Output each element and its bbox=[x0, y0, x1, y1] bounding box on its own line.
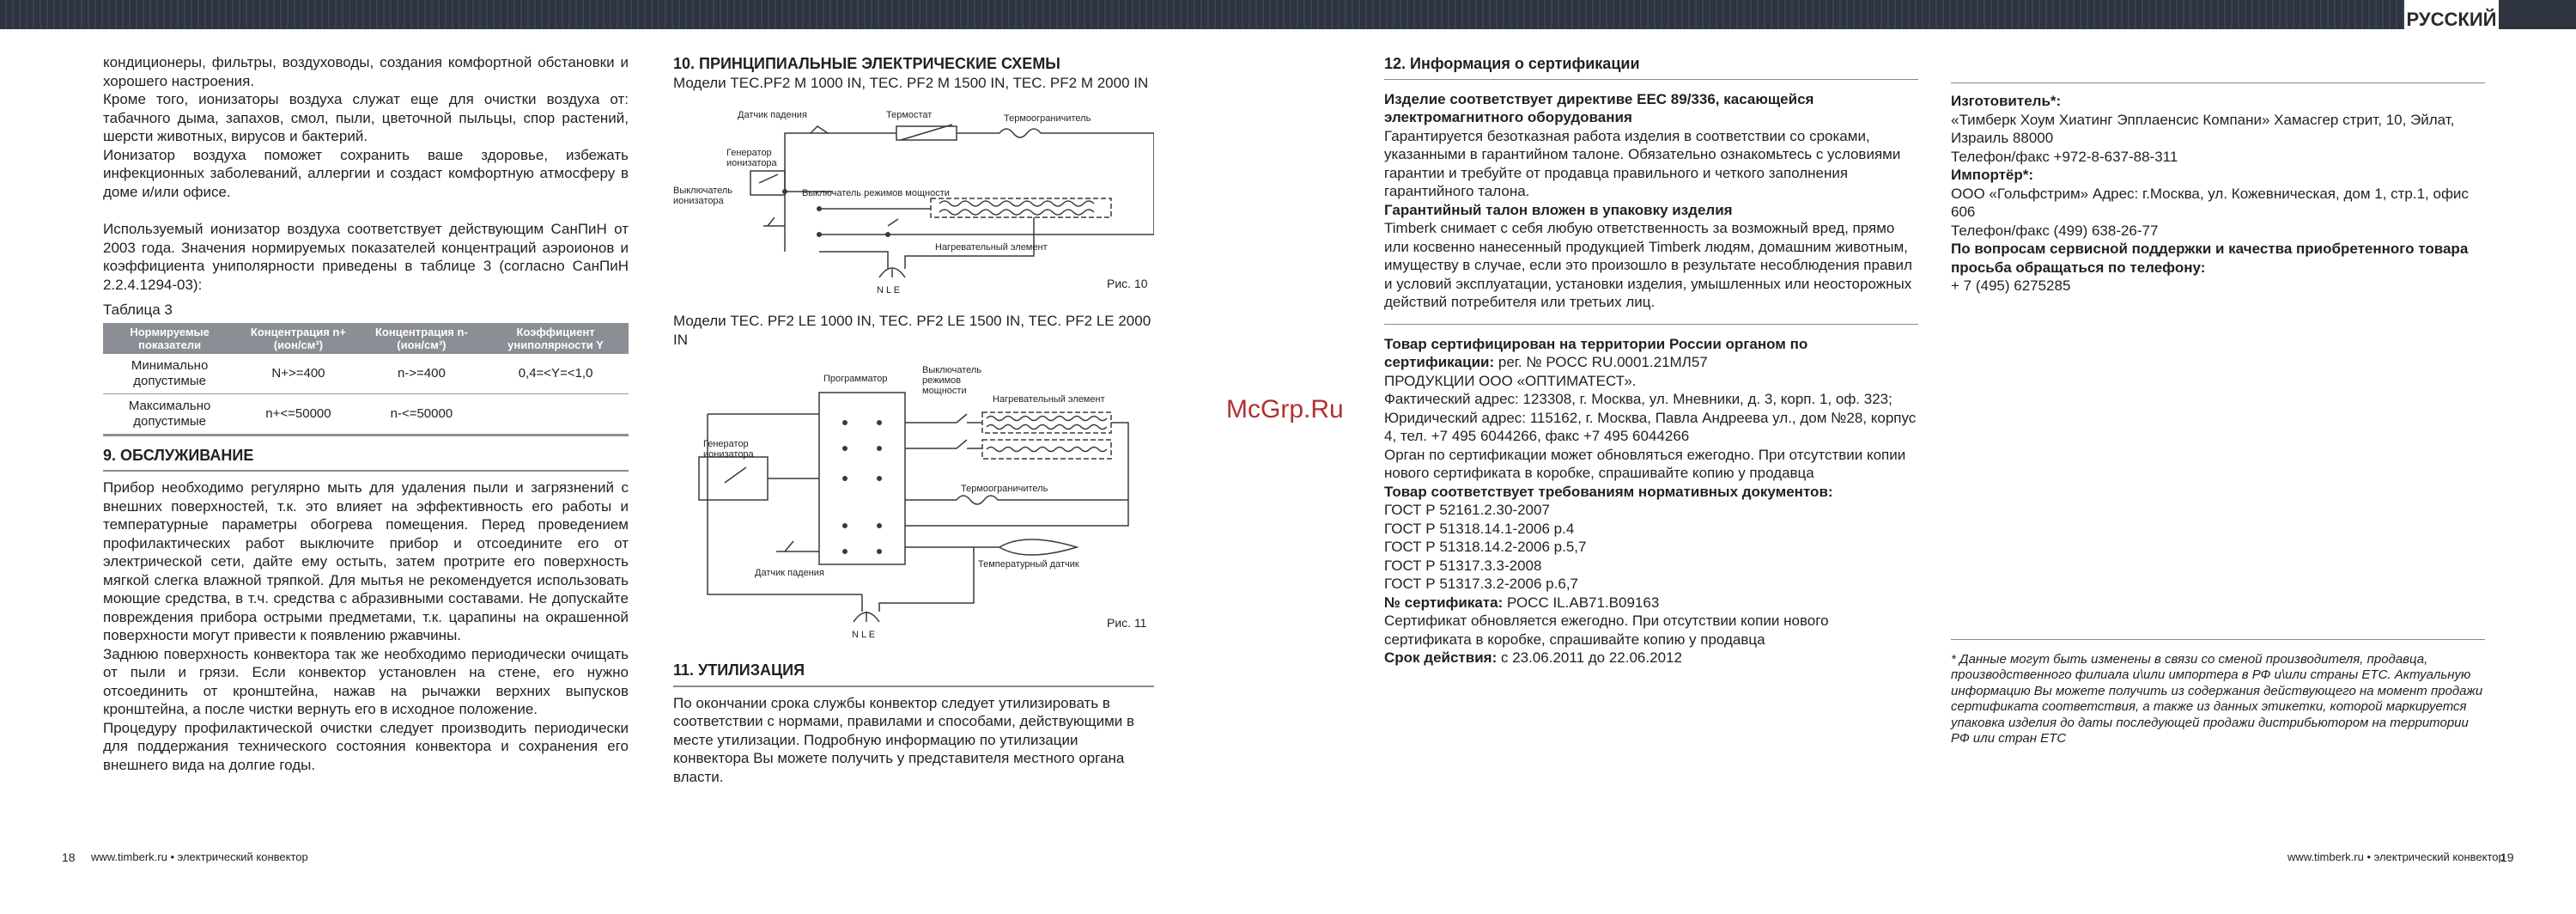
importer-title: Импортёр*: bbox=[1951, 167, 2034, 183]
cert-renew-note: Сертификат обновляется ежегодно. При отсутствии копии нового сертификата в коробке, спрашивайте копию у продавца bbox=[1384, 612, 1829, 648]
certified-block bbox=[1384, 335, 1918, 372]
footer-right-text: www.timberk.ru • электрический конвектор bbox=[2287, 850, 2505, 863]
fig10-thermostat-label: Термостат bbox=[886, 110, 933, 120]
eec-title: Изделие соответствует директиве ЕЕС 89/336, касающейся электромагнитного оборудования bbox=[1384, 90, 1814, 125]
manufacturer-text: «Тимберк Хоум Хиатинг Эпплаенсис Компани» Хамасгер стрит, 10, Эйлат, Израиль 88000 bbox=[1951, 111, 2455, 146]
section-divider bbox=[1384, 324, 1918, 325]
standards-title: Товар соответствует требованиям нормативных документов: bbox=[1384, 483, 1833, 500]
table-row bbox=[103, 393, 629, 435]
left-column bbox=[103, 53, 629, 774]
fig10-heater-label: Нагревательный элемент bbox=[935, 242, 1048, 253]
importer-text: ООО «Гольфстрим» Адрес: г.Москва, ул. Кожевническая, дом 1, стр.1, офис 606 bbox=[1951, 185, 2469, 220]
certified-note: Орган по сертификации может обновляться ежегодно. При отсутствии копии нового сертификата в коробке, спрашивайте копию у продавца bbox=[1384, 446, 1906, 481]
section-divider bbox=[1951, 639, 2485, 640]
procedure-paragraph: Процедуру профилактической очистки следует производить периодически для поддержания технического состояния конвектора и сохранения его внешнего вида на долгие годы. bbox=[103, 719, 629, 773]
language-tab: РУССКИЙ bbox=[2404, 0, 2499, 40]
section-divider bbox=[1384, 79, 1918, 80]
standard-item: ГОСТ Р 51317.3.2-2006 р.6,7 bbox=[1384, 576, 1578, 592]
certificate-number bbox=[1384, 594, 1918, 612]
fig11-nle-label: N L E bbox=[852, 630, 876, 640]
section-12-title: 12. Информация о сертификации bbox=[1384, 55, 1640, 72]
circuit-diagram-fig11 bbox=[673, 354, 1154, 641]
certified-reg: рег. № РОСС RU.0001.21МЛ57 bbox=[1498, 354, 1708, 370]
certification-column bbox=[1384, 53, 1918, 667]
ion-concentration-table bbox=[103, 323, 629, 436]
eec-text: Гарантируется безотказная работа изделия в соответствии со сроками, указанными в гарантийном талоне. Обязательно ознакомьтесь с условиями гарантии и требуйте от продавца правильного и четкого заполнения гарантийного талона. bbox=[1384, 127, 1901, 199]
warranty-title: Гарантийный талон вложен в упаковку изделия bbox=[1384, 201, 1733, 218]
certified-address: Фактический адрес: 123308, г. Москва, ул. Мневники, д. 3, корп. 1, оф. 323; Юридический адрес: 115162, г. Москва, Павла Андреева ул., дом №28, корпус 4, тел. +7 495 6044266, факс +7 495 6044266 bbox=[1384, 391, 1917, 444]
footer-left-text: www.timberk.ru • электрический конвектор bbox=[91, 850, 308, 863]
watermark: McGrp.Ru bbox=[1226, 395, 1344, 423]
fig10-ionizer-switch-label: Выключатель ионизатора bbox=[673, 186, 733, 206]
table-header: Концентрация n+(ион/см³) bbox=[236, 323, 360, 354]
contacts-column bbox=[1951, 53, 2485, 747]
ionizer-cleaning-paragraph: Кроме того, ионизаторы воздуха служат еще для очистки воздуха от: табачного дыма, запахов, смол, пыли, цветочной пыльцы, спор растений, шерсти животных, вирусов и бактерий. bbox=[103, 91, 629, 144]
table-cell: n+<=50000 bbox=[236, 393, 360, 435]
fig10-limiter-label: Термоограничитель bbox=[1004, 113, 1091, 124]
validity bbox=[1384, 649, 1918, 667]
ionizer-health-paragraph: Ионизатор воздуха поможет сохранить ваше здоровье, избежать инфекционных заболеваний, аллергии и создаст комфортную атмосферу в доме и/или офисе. bbox=[103, 146, 629, 200]
fig11-mode-switch-label: Выключатель режимов мощности bbox=[922, 365, 982, 396]
intro-paragraph: кондиционеры, фильтры, воздуховоды, создания комфортной обстановки и хорошего настроения. bbox=[103, 54, 629, 89]
models-line-2: Модели TEC. PF2 LE 1000 IN, TEC. PF2 LE 1500 IN, TEC. PF2 LE 2000 IN bbox=[673, 313, 1151, 348]
table-header: Коэффициент униполярности Y bbox=[483, 323, 629, 354]
fig10-caption: Рис. 10 bbox=[1107, 277, 1148, 290]
manufacturer-phone: Телефон/факс +972-8-637-88-311 bbox=[1951, 148, 2178, 165]
table-cell: 0,4=<Y=<1,0 bbox=[483, 354, 629, 394]
validity-label: Срок действия: bbox=[1384, 649, 1498, 666]
importer-phone: Телефон/факс (499) 638-26-77 bbox=[1951, 222, 2159, 239]
fig11-programmer-label: Программатор bbox=[823, 374, 888, 384]
validity-value: с 23.06.2011 до 22.06.2012 bbox=[1500, 649, 1682, 666]
fig11-generator-label: Генератор ионизатора bbox=[703, 439, 754, 460]
manufacturer-title: Изготовитель*: bbox=[1951, 93, 2062, 109]
fig11-caption: Рис. 11 bbox=[1107, 616, 1147, 630]
page-number-left: 18 bbox=[62, 850, 76, 864]
circuit-diagram-fig10 bbox=[673, 97, 1154, 303]
rear-cleaning-paragraph: Заднюю поверхность конвектора так же необходимо периодически очищать от пыли и грязи. Если конвектор установлен на стене, его нужно отсоединить от кронштейна, нажав на рычажки верхних выпусков кронштейна, а после чистки вернуть его в исходное положение. bbox=[103, 645, 629, 717]
maintenance-paragraph: Прибор необходимо регулярно мыть для удаления пыли и загрязнений с внешних поверхностей, т.к. это влияет на эффективность его работы и температурные параметры обогрева помещения. Перед проведением профилактических работ выключите прибор и отсоедините его от электрической сети, дайте ему остыть, затем протрите его поверхность мягкой слегка влажной тряпкой. Для мытья не рекомендуется использовать моющие средства, в т.ч. средства с абразивными составами. Не допускайте повреждения прибора острыми предметами, т.к. царапины на окрашенной поверхности могут привести к появлению ржавчины. bbox=[103, 479, 629, 643]
table-title: Таблица 3 bbox=[103, 302, 173, 318]
fig10-nle-label: N L E bbox=[877, 285, 901, 296]
cert-no-value: РОСС IL.AB71.B09163 bbox=[1506, 594, 1660, 611]
sanpin-paragraph: Используемый ионизатор воздуха соответствует действующим СанПиН от 2003 года. Значения нормируемых показателей концентраций аэроионов и коэффициента униполярности приведены в таблице 3 (согласно СанПиН 2.2.4.1294-03): bbox=[103, 221, 629, 293]
standard-item: ГОСТ Р 52161.2.30-2007 bbox=[1384, 502, 1550, 518]
section-10-title: 10. ПРИНЦИПИАЛЬНЫЕ ЭЛЕКТРИЧЕСКИЕ СХЕМЫ bbox=[673, 55, 1060, 72]
table-cell: n-<=50000 bbox=[361, 393, 483, 435]
service-phone: + 7 (495) 6275285 bbox=[1951, 277, 2071, 294]
table-cell bbox=[483, 393, 629, 435]
fig11-fall-sensor-label: Датчик падения bbox=[755, 568, 824, 578]
section-11-title: 11. УТИЛИЗАЦИЯ bbox=[673, 661, 805, 679]
table-cell: Максимально допустимые bbox=[103, 393, 236, 435]
fig10-power-switch-label: Выключатель режимов мощности bbox=[802, 188, 950, 198]
section-divider bbox=[103, 470, 629, 472]
fig10-fall-sensor-label: Датчик падения bbox=[738, 110, 807, 120]
table-header: Нормируемые показатели bbox=[103, 323, 236, 354]
table-header-row bbox=[103, 323, 629, 354]
top-stripe-bar bbox=[0, 0, 2576, 29]
footnote: * Данные могут быть изменены в связи со сменой производителя, продавца, производственного филиала и\или импортера в РФ и\или страны ETC. Актуальную информацию Вы можете получить из содержания действующего на момент продажи сертификата соответствия, а также из данных этикетки, которой маркируется упаковка изделия до даты последующей продажи дистрибьютором на территории РФ или стран ETC bbox=[1951, 651, 2483, 746]
models-line-1: Модели TEC.PF2 M 1000 IN, TEC. PF2 M 1500 IN, TEC. PF2 M 2000 IN bbox=[673, 74, 1149, 91]
fig11-temp-sensor-label: Температурный датчик bbox=[978, 559, 1079, 570]
middle-column bbox=[673, 53, 1154, 786]
table-row bbox=[103, 354, 629, 394]
section-divider bbox=[1951, 82, 2485, 83]
standard-item: ГОСТ Р 51318.14.2-2006 р.5,7 bbox=[1384, 539, 1587, 555]
service-title: По вопросам сервисной поддержки и качества приобретенного товара просьба обращаться по телефону: bbox=[1951, 241, 2469, 276]
fig11-limiter-label: Термоограничитель bbox=[961, 484, 1048, 494]
table-cell: Минимально допустимые bbox=[103, 354, 236, 394]
table-cell: N+>=400 bbox=[236, 354, 360, 394]
table-cell: n->=400 bbox=[361, 354, 483, 394]
section-9-title: 9. ОБСЛУЖИВАНИЕ bbox=[103, 446, 254, 464]
standard-item: ГОСТ Р 51317.3.3-2008 bbox=[1384, 557, 1542, 574]
cert-no-label: № сертификата: bbox=[1384, 594, 1504, 611]
utilization-text: По окончании срока службы конвектор следует утилизировать в соответствии с нормами, правилами и способами, действующими в месте утилизации. Подробную информацию по утилизации конвектора Вы можете получить у представителя местного органа власти. bbox=[673, 694, 1135, 785]
warranty-text: Timberk снимает с себя любую ответственность за возможный вред, прямо или косвенно нанесенный продукцией Timberk людям, домашним животным, имуществу в случае, если это произошло в результате несоблюдения правил и условий эксплуатации, установки изделия, умышленных или неосторожных действий потребителя или третьих лиц. bbox=[1384, 220, 1912, 310]
certified-org: ПРОДУКЦИИ ООО «ОПТИМАТЕСТ». bbox=[1384, 372, 1637, 389]
fig11-heater-label: Нагревательный элемент bbox=[993, 394, 1105, 405]
standard-item: ГОСТ Р 51318.14.1-2006 р.4 bbox=[1384, 520, 1575, 537]
certified-title: Товар сертифицирован на территории России органом по сертификации: bbox=[1384, 335, 1808, 370]
section-divider bbox=[673, 686, 1154, 687]
fig10-generator-label: Генератор ионизатора bbox=[726, 148, 777, 168]
page-number-right: 19 bbox=[2500, 850, 2514, 864]
table-header: Концентрация n-(ион/см³) bbox=[361, 323, 483, 354]
top-stripe-end bbox=[2499, 0, 2576, 29]
